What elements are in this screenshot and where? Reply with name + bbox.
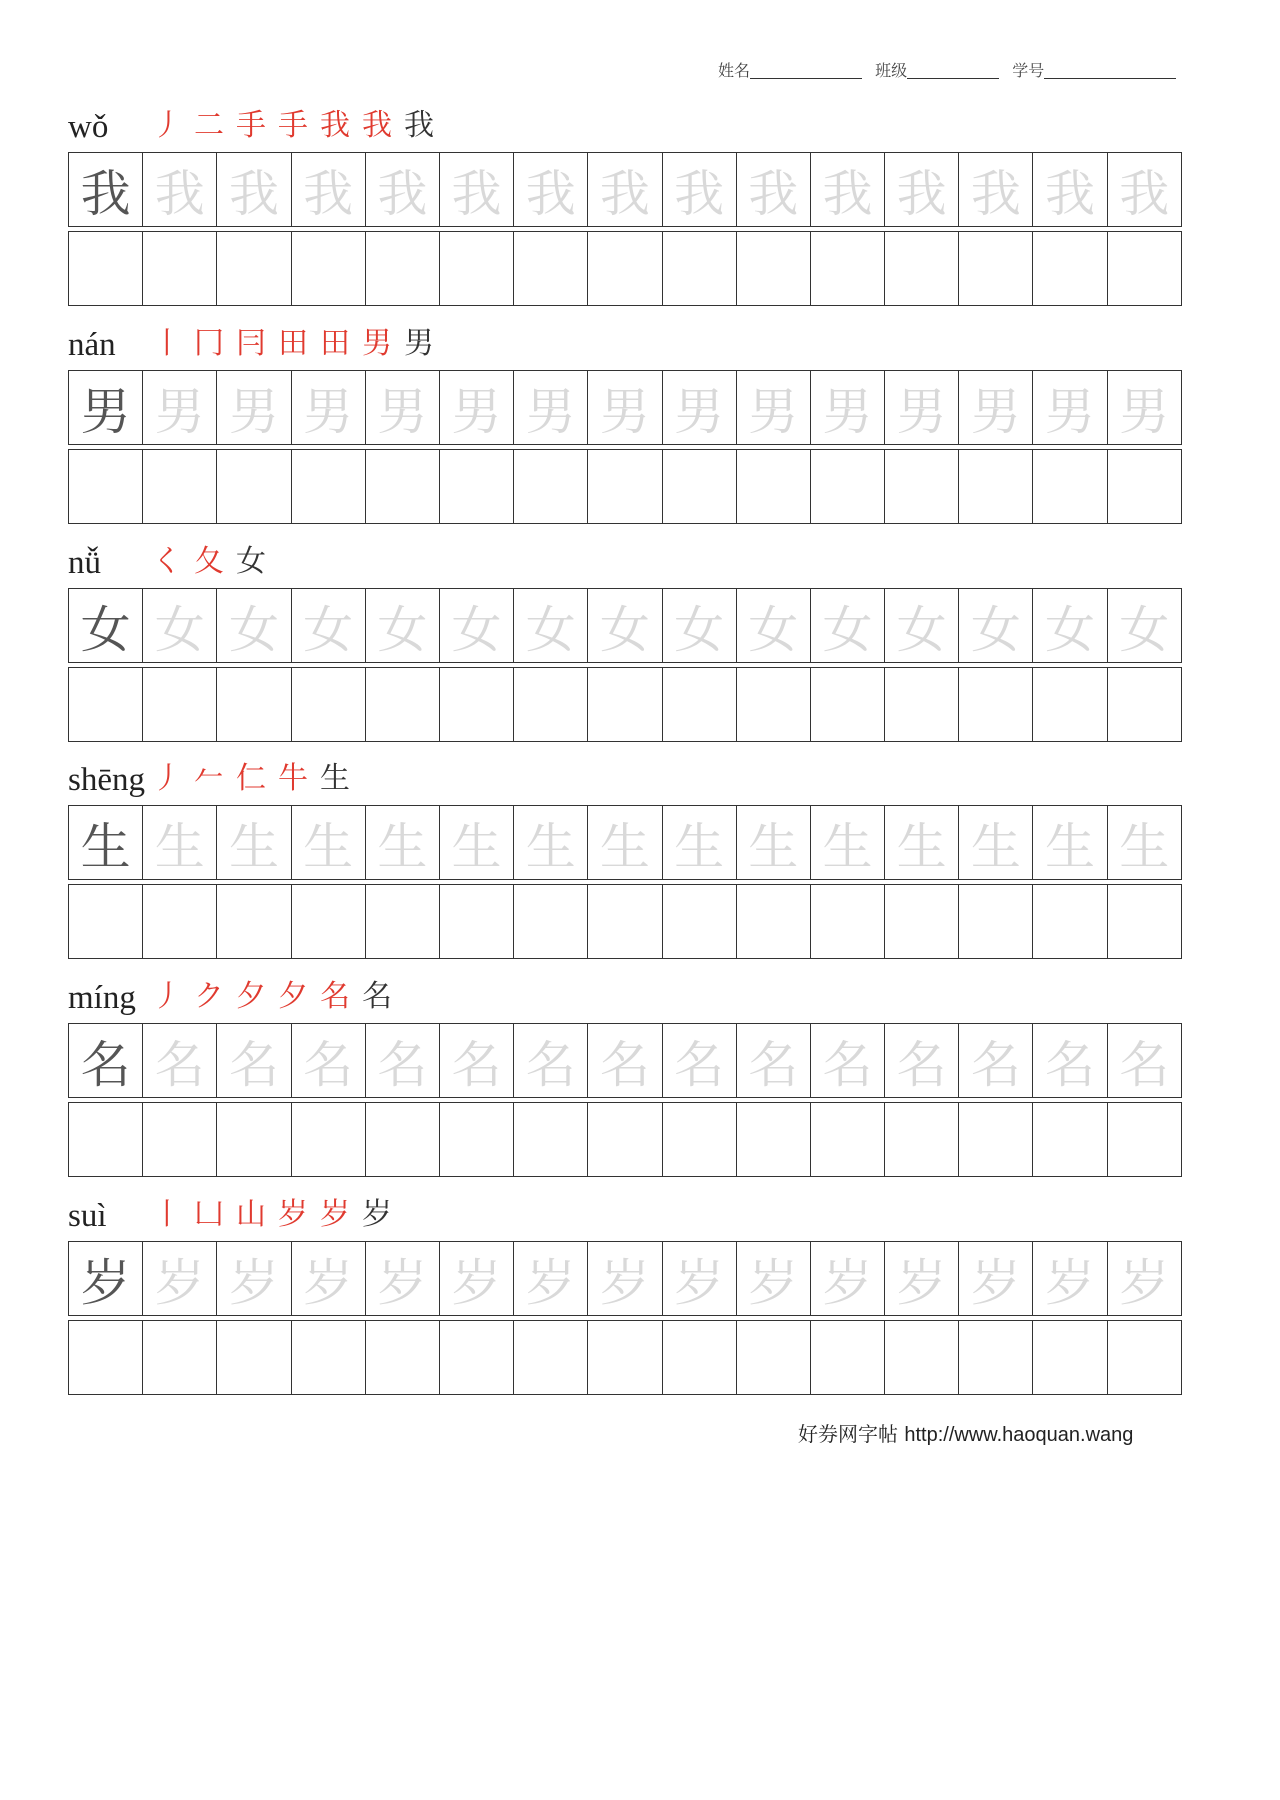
trace-character: 岁 [1108, 1242, 1182, 1316]
trace-grid [68, 588, 1182, 663]
blank-cell[interactable] [217, 1103, 291, 1177]
blank-cell[interactable] [1108, 232, 1182, 306]
trace-character: 岁 [588, 1242, 662, 1316]
blank-cell[interactable] [514, 1103, 588, 1177]
blank-cell[interactable] [217, 885, 291, 959]
trace-character: 男 [514, 371, 588, 445]
model-character: 生 [69, 806, 143, 880]
blank-cell[interactable] [811, 1103, 885, 1177]
trace-character: 名 [143, 1024, 217, 1098]
trace-character: 女 [663, 589, 737, 663]
blank-cell[interactable] [514, 1321, 588, 1395]
trace-character: 生 [1108, 806, 1182, 880]
stroke-step: 二 [194, 108, 228, 143]
trace-character: 男 [1033, 371, 1107, 445]
model-character: 女 [69, 589, 143, 663]
blank-practice-grid [68, 1320, 1182, 1395]
stroke-step: 冂 [194, 326, 228, 361]
blank-cell[interactable] [143, 1321, 217, 1395]
blank-cell[interactable] [588, 1321, 662, 1395]
blank-cell[interactable] [811, 1321, 885, 1395]
stroke-step: 丿 [152, 761, 186, 796]
stroke-step: 牛 [278, 761, 312, 796]
character-block [68, 306, 1182, 524]
trace-character: 女 [1033, 589, 1107, 663]
trace-character: 名 [959, 1024, 1033, 1098]
pinyin: suì [68, 1198, 107, 1234]
pinyin: shēng [68, 762, 145, 798]
trace-grid [68, 805, 1182, 880]
trace-character: 男 [1108, 371, 1182, 445]
stroke-step: 丨 [152, 326, 186, 361]
character-block [68, 959, 1182, 1177]
trace-character: 生 [217, 806, 291, 880]
stroke-order [152, 318, 446, 362]
blank-cell[interactable] [663, 885, 737, 959]
student-info-header [718, 58, 1184, 81]
blank-cell[interactable] [959, 668, 1033, 742]
blank-cell[interactable] [885, 450, 959, 524]
blank-cell[interactable] [69, 885, 143, 959]
blank-cell[interactable] [885, 1321, 959, 1395]
name-label: 姓名 [718, 61, 751, 80]
stroke-step: 夕 [236, 979, 270, 1014]
pinyin-row [68, 1177, 1182, 1241]
stroke-step: 冃 [236, 326, 270, 361]
trace-character: 我 [366, 153, 440, 227]
blank-cell[interactable] [588, 450, 662, 524]
site-url[interactable]: http://www.haoquan.wang [904, 1424, 1134, 1446]
blank-cell[interactable] [292, 232, 366, 306]
trace-character: 生 [663, 806, 737, 880]
stroke-step: 生 [320, 761, 354, 796]
blank-cell[interactable] [143, 450, 217, 524]
blank-cell[interactable] [440, 668, 514, 742]
blank-practice-grid [68, 884, 1182, 959]
blank-cell[interactable] [1033, 668, 1107, 742]
blank-cell[interactable] [292, 668, 366, 742]
trace-character: 女 [143, 589, 217, 663]
trace-character: 男 [366, 371, 440, 445]
blank-cell[interactable] [69, 668, 143, 742]
blank-cell[interactable] [1033, 1103, 1107, 1177]
blank-cell[interactable] [1108, 450, 1182, 524]
trace-character: 男 [811, 371, 885, 445]
trace-character: 女 [959, 589, 1033, 663]
blank-cell[interactable] [143, 1103, 217, 1177]
blank-cell[interactable] [69, 232, 143, 306]
pinyin-row [68, 524, 1182, 588]
trace-character: 我 [143, 153, 217, 227]
blank-practice-grid [68, 449, 1182, 524]
trace-character: 岁 [292, 1242, 366, 1316]
blank-cell[interactable] [885, 885, 959, 959]
trace-character: 岁 [737, 1242, 811, 1316]
stroke-step: ク [194, 979, 228, 1014]
blank-cell[interactable] [663, 668, 737, 742]
trace-character: 我 [811, 153, 885, 227]
trace-character: 名 [217, 1024, 291, 1098]
stroke-step: 丿 [152, 979, 186, 1014]
stroke-step: 岁 [362, 1197, 396, 1232]
blank-cell[interactable] [440, 1103, 514, 1177]
blank-cell[interactable] [440, 450, 514, 524]
blank-cell[interactable] [366, 232, 440, 306]
blank-cell[interactable] [959, 1321, 1033, 1395]
trace-character: 岁 [217, 1242, 291, 1316]
stroke-step: 我 [320, 108, 354, 143]
trace-character: 名 [737, 1024, 811, 1098]
blank-cell[interactable] [292, 885, 366, 959]
blank-practice-grid [68, 667, 1182, 742]
trace-character: 生 [959, 806, 1033, 880]
blank-cell[interactable] [217, 1321, 291, 1395]
blank-cell[interactable] [885, 232, 959, 306]
character-block [68, 741, 1182, 959]
pinyin: wǒ [68, 109, 109, 145]
model-character: 岁 [69, 1242, 143, 1316]
blank-cell[interactable] [885, 668, 959, 742]
blank-cell[interactable] [737, 1103, 811, 1177]
stroke-step: 丨 [152, 1197, 186, 1232]
trace-character: 生 [292, 806, 366, 880]
trace-grid [68, 152, 1182, 227]
trace-character: 生 [366, 806, 440, 880]
stroke-step: 岁 [320, 1197, 354, 1232]
stroke-step: 夕 [278, 979, 312, 1014]
stroke-step: 男 [362, 326, 396, 361]
blank-cell[interactable] [811, 668, 885, 742]
trace-character: 岁 [1033, 1242, 1107, 1316]
blank-cell[interactable] [366, 1103, 440, 1177]
trace-character: 男 [663, 371, 737, 445]
stroke-step: 我 [362, 108, 396, 143]
blank-cell[interactable] [588, 1103, 662, 1177]
trace-character: 岁 [143, 1242, 217, 1316]
trace-character: 名 [885, 1024, 959, 1098]
stroke-step: 田 [278, 326, 312, 361]
blank-cell[interactable] [366, 885, 440, 959]
blank-cell[interactable] [366, 450, 440, 524]
trace-character: 女 [366, 589, 440, 663]
stroke-step: 夂 [194, 544, 228, 579]
stroke-step: 𠂉 [194, 761, 228, 796]
blank-cell[interactable] [1033, 232, 1107, 306]
trace-character: 女 [292, 589, 366, 663]
blank-cell[interactable] [69, 450, 143, 524]
blank-cell[interactable] [69, 1103, 143, 1177]
class-label: 班级 [875, 61, 908, 80]
blank-cell[interactable] [663, 1321, 737, 1395]
pinyin: nǚ [68, 545, 101, 581]
blank-cell[interactable] [737, 1321, 811, 1395]
trace-character: 我 [588, 153, 662, 227]
trace-character: 男 [588, 371, 662, 445]
blank-cell[interactable] [959, 885, 1033, 959]
blank-cell[interactable] [440, 1321, 514, 1395]
blank-cell[interactable] [514, 232, 588, 306]
trace-character: 名 [663, 1024, 737, 1098]
trace-grid [68, 1241, 1182, 1316]
blank-cell[interactable] [1033, 1321, 1107, 1395]
blank-cell[interactable] [217, 450, 291, 524]
trace-character: 我 [217, 153, 291, 227]
trace-character: 我 [885, 153, 959, 227]
blank-cell[interactable] [588, 232, 662, 306]
trace-character: 名 [440, 1024, 514, 1098]
pinyin: nán [68, 327, 116, 363]
model-character: 我 [69, 153, 143, 227]
site-name: 好券网字帖 [798, 1422, 898, 1446]
stroke-order [152, 971, 404, 1015]
trace-character: 岁 [514, 1242, 588, 1316]
blank-cell[interactable] [959, 232, 1033, 306]
trace-character: 男 [143, 371, 217, 445]
stroke-step: 田 [320, 326, 354, 361]
stroke-step: 男 [404, 326, 438, 361]
blank-cell[interactable] [292, 450, 366, 524]
trace-character: 女 [514, 589, 588, 663]
blank-cell[interactable] [514, 450, 588, 524]
student-no-field-line[interactable] [1044, 62, 1176, 79]
stroke-step: 岁 [278, 1197, 312, 1232]
trace-character: 我 [292, 153, 366, 227]
trace-character: 男 [292, 371, 366, 445]
blank-practice-grid [68, 231, 1182, 306]
trace-character: 生 [737, 806, 811, 880]
trace-character: 生 [885, 806, 959, 880]
trace-character: 我 [737, 153, 811, 227]
blank-cell[interactable] [811, 885, 885, 959]
trace-character: 我 [1033, 153, 1107, 227]
trace-character: 女 [885, 589, 959, 663]
trace-character: 我 [514, 153, 588, 227]
student-no-label: 学号 [1012, 61, 1045, 80]
blank-cell[interactable] [440, 885, 514, 959]
pinyin: míng [68, 980, 136, 1016]
trace-character: 生 [514, 806, 588, 880]
trace-character: 男 [737, 371, 811, 445]
trace-character: 岁 [811, 1242, 885, 1316]
pinyin-row [68, 306, 1182, 370]
blank-cell[interactable] [143, 885, 217, 959]
trace-character: 名 [514, 1024, 588, 1098]
trace-character: 岁 [959, 1242, 1033, 1316]
blank-cell[interactable] [737, 450, 811, 524]
stroke-step: 名 [320, 979, 354, 1014]
stroke-order [152, 100, 446, 144]
trace-character: 名 [1108, 1024, 1182, 1098]
blank-cell[interactable] [1108, 668, 1182, 742]
trace-character: 女 [811, 589, 885, 663]
stroke-step: 手 [236, 108, 270, 143]
blank-cell[interactable] [588, 668, 662, 742]
blank-cell[interactable] [1108, 1321, 1182, 1395]
pinyin-row [68, 88, 1182, 152]
stroke-step: 名 [362, 979, 396, 1014]
blank-cell[interactable] [292, 1321, 366, 1395]
blank-cell[interactable] [663, 232, 737, 306]
trace-character: 生 [588, 806, 662, 880]
character-block [68, 524, 1182, 742]
blank-cell[interactable] [588, 885, 662, 959]
trace-character: 生 [1033, 806, 1107, 880]
trace-character: 我 [440, 153, 514, 227]
blank-cell[interactable] [440, 232, 514, 306]
blank-cell[interactable] [217, 232, 291, 306]
trace-character: 岁 [885, 1242, 959, 1316]
trace-character: 名 [366, 1024, 440, 1098]
stroke-order [152, 753, 362, 797]
class-field-line[interactable] [907, 62, 999, 79]
blank-cell[interactable] [811, 232, 885, 306]
pinyin-row [68, 959, 1182, 1023]
blank-cell[interactable] [663, 1103, 737, 1177]
blank-cell[interactable] [885, 1103, 959, 1177]
blank-cell[interactable] [959, 1103, 1033, 1177]
blank-cell[interactable] [1033, 885, 1107, 959]
trace-character: 男 [959, 371, 1033, 445]
blank-cell[interactable] [737, 885, 811, 959]
trace-character: 男 [217, 371, 291, 445]
trace-character: 女 [1108, 589, 1182, 663]
trace-character: 名 [1033, 1024, 1107, 1098]
blank-cell[interactable] [1033, 450, 1107, 524]
stroke-step: く [152, 544, 186, 579]
blank-cell[interactable] [1108, 885, 1182, 959]
trace-character: 生 [440, 806, 514, 880]
trace-character: 生 [143, 806, 217, 880]
character-block [68, 1177, 1182, 1395]
trace-character: 名 [292, 1024, 366, 1098]
stroke-step: 凵 [194, 1197, 228, 1232]
trace-grid [68, 370, 1182, 445]
stroke-step: 仁 [236, 761, 270, 796]
stroke-step: 女 [236, 544, 270, 579]
stroke-order [152, 1189, 404, 1233]
stroke-step: 手 [278, 108, 312, 143]
stroke-step: 我 [404, 108, 438, 143]
blank-cell[interactable] [143, 668, 217, 742]
trace-character: 岁 [440, 1242, 514, 1316]
blank-cell[interactable] [217, 668, 291, 742]
trace-character: 女 [737, 589, 811, 663]
name-field-line[interactable] [750, 62, 862, 79]
blank-cell[interactable] [1108, 1103, 1182, 1177]
trace-character: 女 [588, 589, 662, 663]
blank-practice-grid [68, 1102, 1182, 1177]
trace-character: 女 [440, 589, 514, 663]
trace-character: 名 [588, 1024, 662, 1098]
blank-cell[interactable] [737, 232, 811, 306]
footer [798, 1418, 1133, 1447]
trace-character: 岁 [366, 1242, 440, 1316]
trace-character: 生 [811, 806, 885, 880]
blank-cell[interactable] [514, 668, 588, 742]
pinyin-row [68, 741, 1182, 805]
trace-grid [68, 1023, 1182, 1098]
stroke-step: 丿 [152, 108, 186, 143]
trace-character: 男 [440, 371, 514, 445]
trace-character: 岁 [663, 1242, 737, 1316]
trace-character: 我 [1108, 153, 1182, 227]
blank-cell[interactable] [69, 1321, 143, 1395]
trace-character: 我 [663, 153, 737, 227]
blank-cell[interactable] [143, 232, 217, 306]
blank-cell[interactable] [292, 1103, 366, 1177]
blank-cell[interactable] [811, 450, 885, 524]
blank-cell[interactable] [366, 1321, 440, 1395]
model-character: 男 [69, 371, 143, 445]
model-character: 名 [69, 1024, 143, 1098]
trace-character: 我 [959, 153, 1033, 227]
stroke-step: 山 [236, 1197, 270, 1232]
blank-cell[interactable] [663, 450, 737, 524]
trace-character: 名 [811, 1024, 885, 1098]
trace-character: 男 [885, 371, 959, 445]
character-block [68, 88, 1182, 306]
trace-character: 女 [217, 589, 291, 663]
blank-cell[interactable] [737, 668, 811, 742]
stroke-order [152, 536, 278, 580]
blank-cell[interactable] [514, 885, 588, 959]
blank-cell[interactable] [959, 450, 1033, 524]
blank-cell[interactable] [366, 668, 440, 742]
